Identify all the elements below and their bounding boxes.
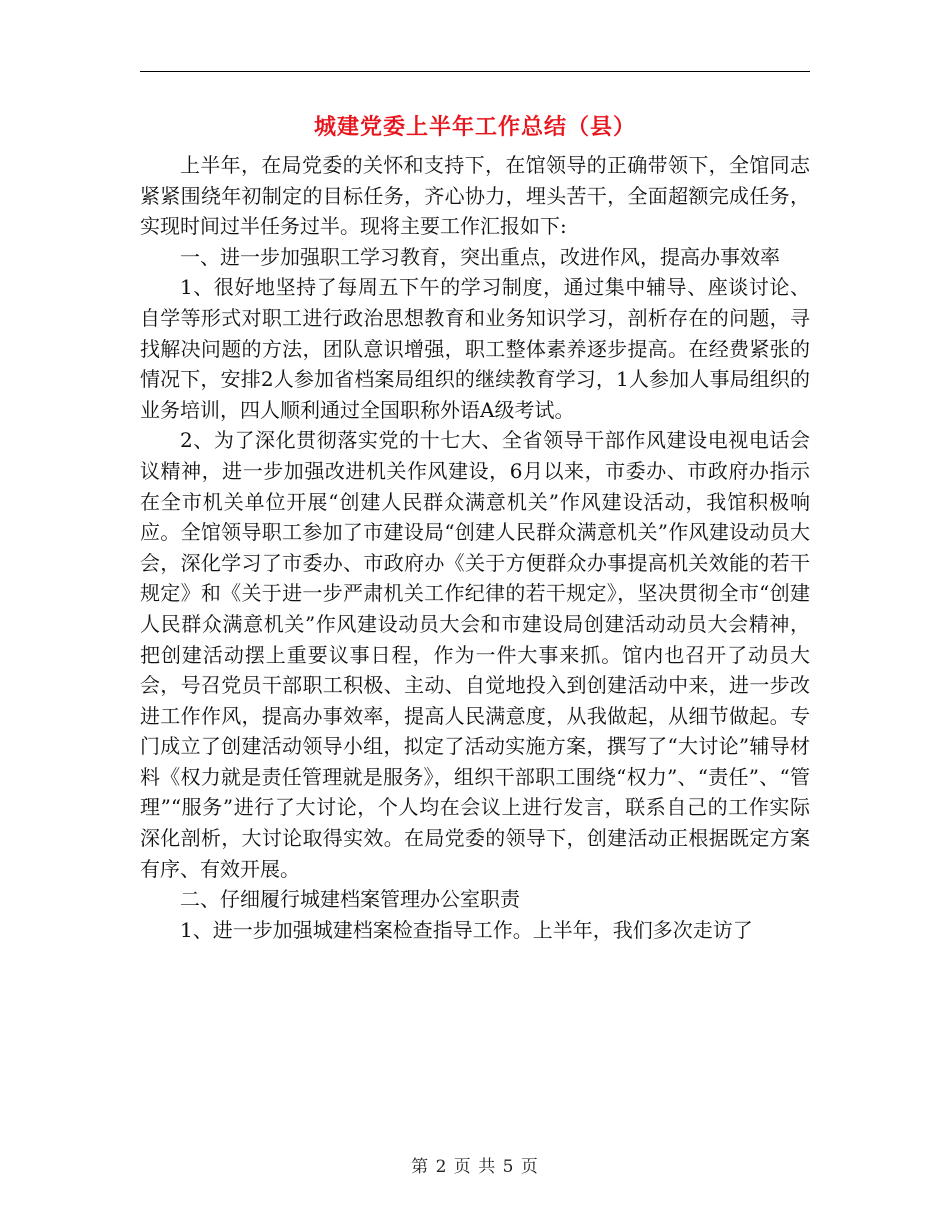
header-rule	[140, 71, 810, 72]
intro-paragraph: 上半年，在局党委的关怀和支持下，在馆领导的正确带领下，全馆同志紧紧围绕年初制定的目标任务，齐心协力，埋头苦干，全面超额完成任务，实现时间过半任务过半。现将主要工作汇报如下:	[140, 153, 810, 239]
document-body	[140, 150, 810, 945]
paragraph-1-2: 2、为了深化贯彻落实党的十七大、全省领导干部作风建设电视电话会议精神，进一步加强改进机关作风建设，6月以来，市委办、市政府办指示在全市机关单位开展“创建人民群众满意机关”作风建设活动，我馆积极响应。全馆领导职工参加了市建设局“创建人民群众满意机关”作风建设动员大会，深化学习了市委办、市政府办《关于方便群众办事提高机关效能的若干规定》和《关于进一步严肃机关工作纪律的若干规定》，坚决贯彻全市“创建人民群众满意机关”作风建设动员大会和市建设局创建活动动员大会精神，把创建活动摆上重要议事日程，作为一件大事来抓。馆内也召开了动员大会，号召党员干部职工积极、主动、自觉地投入到创建活动中来，进一步改进工作作风，提高办事效率，提高人民满意度，从我做起，从细节做起。专门成立了创建活动领导小组，拟定了活动实施方案，撰写了“大讨论”辅导材料《权力就是责任管理就是服务》，组织干部职工围绕“权力”、“责任”、“管理”“服务”进行了大讨论，个人均在会议上进行发言，联系自己的工作实际深化剖析，大讨论取得实效。在局党委的领导下，创建活动正根据既定方案有序、有效开展。	[140, 428, 810, 881]
paragraph-2-1: 1、进一步加强城建档案检查指导工作。上半年，我们多次走访了	[180, 917, 753, 942]
section-heading-2: 二、仔细履行城建档案管理办公室职责	[180, 887, 520, 912]
paragraph-1-1: 1、很好地坚持了每周五下午的学习制度，通过集中辅导、座谈讨论、自学等形式对职工进行政治思想教育和业务知识学习，剖析存在的问题，寻找解决问题的方法，团队意识增强，职工整体素养逐步提高。在经费紧张的情况下，安排2人参加省档案局组织的继续教育学习，1人参加人事局组织的业务培训，四人顺利通过全国职称外语A级考试。	[140, 275, 810, 422]
section-heading-1: 一、进一步加强职工学习教育，突出重点，改进作风，提高办事效率	[180, 244, 780, 269]
page-number: 第 2 页 共 5 页	[411, 1157, 539, 1177]
document-title: 城建党委上半年工作总结（县）	[313, 114, 636, 140]
